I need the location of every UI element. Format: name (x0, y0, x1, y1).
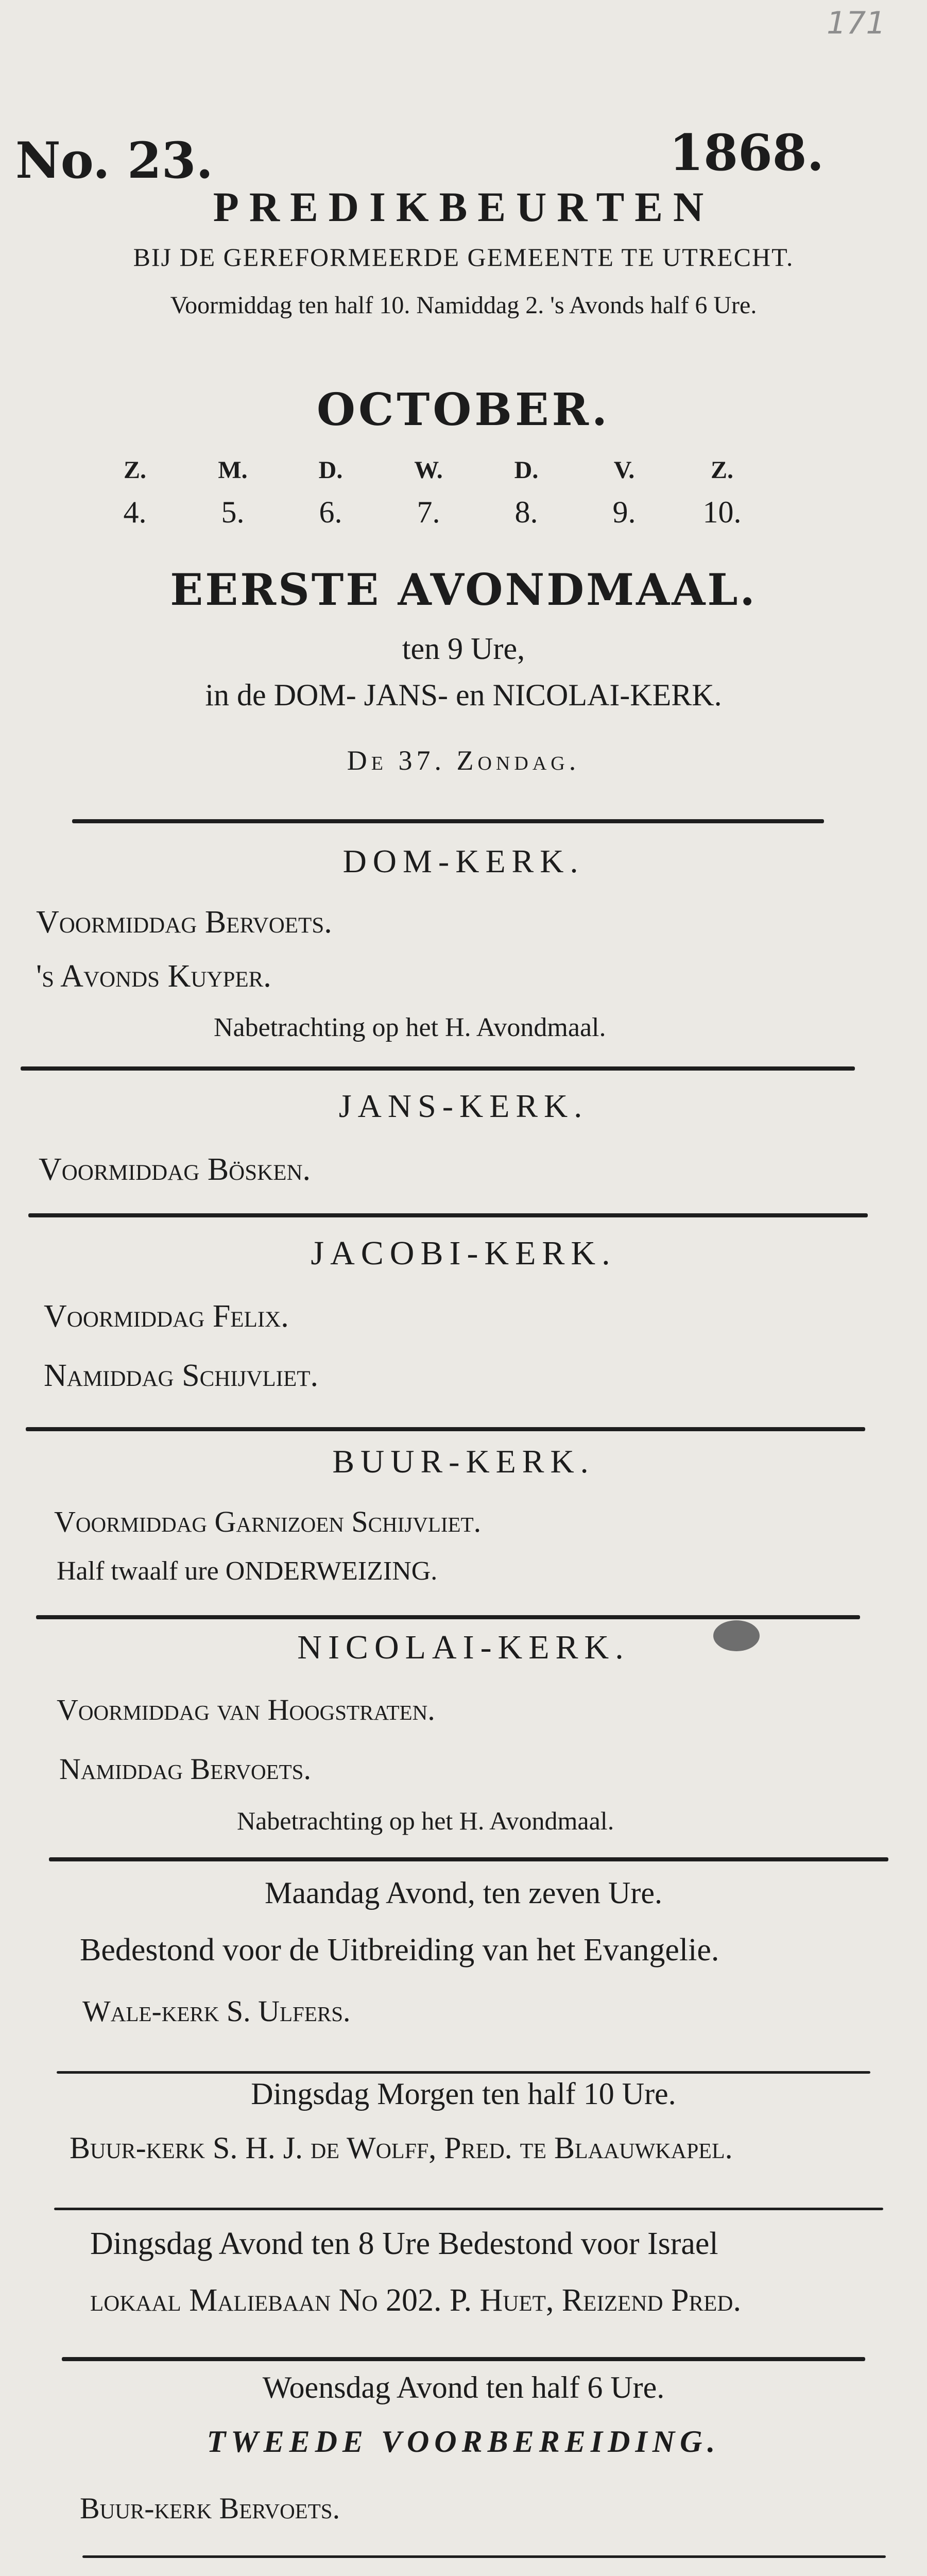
page-number: 171 (827, 5, 886, 41)
church-line: Voormiddag Garnizoen Schijvliet. (54, 1505, 482, 1538)
day-number: 10. (702, 495, 742, 529)
day-letter: V. (613, 456, 635, 484)
church-name-jacobi: JACOBI-KERK. (311, 1234, 616, 1272)
church-line: 's Avonds Kuyper. (36, 959, 271, 994)
day-letter: M. (218, 456, 248, 484)
divider (26, 1427, 865, 1431)
day-number: 7. (417, 495, 440, 529)
ink-blot (713, 1620, 760, 1651)
church-name-dom: DOM-KERK. (342, 843, 585, 879)
issue-number: No. 23. (15, 131, 213, 190)
church-name-buur: BUUR-KERK. (332, 1443, 595, 1480)
day-number: 9. (612, 495, 636, 529)
service-times: Voormiddag ten half 10. Namiddag 2. 's Avonds half 6 Ure. (170, 292, 757, 319)
church-name-nicolai: NICOLAI-KERK. (297, 1629, 630, 1666)
day-letter: W. (414, 456, 443, 484)
page-subtitle: BIJ DE GEREFORMEERDE GEMEENTE TE UTRECHT. (133, 243, 794, 272)
day-number: 8. (514, 495, 538, 529)
church-line: Voormiddag van Hoogstraten. (57, 1693, 435, 1726)
day-letter: Z. (710, 456, 733, 484)
avondmaal-place: in de DOM- JANS- en NICOLAI-KERK. (205, 678, 722, 712)
divider (82, 2555, 886, 2558)
monday-line: Bedestond voor de Uitbreiding van het Evangelie. (80, 1933, 719, 1968)
issue-year: 1868. (669, 124, 824, 182)
monday-location: Wale-kerk S. Ulfers. (82, 1994, 351, 2028)
church-line: Voormiddag Bervoets. (36, 905, 332, 940)
divider (21, 1066, 855, 1071)
avondmaal-time: ten 9 Ure, (402, 632, 525, 666)
day-letter: D. (318, 456, 343, 484)
wednesday-line: Buur-kerk Bervoets. (80, 2492, 340, 2525)
weekday-letters (86, 456, 771, 484)
divider (49, 1857, 888, 1861)
divider (28, 1213, 868, 1217)
church-note: Half twaalf ure ONDERWEIZING. (57, 1556, 438, 1586)
divider (62, 2357, 865, 2361)
divider (54, 2208, 883, 2210)
church-line: Namiddag Bervoets. (59, 1752, 311, 1786)
divider (57, 2071, 870, 2074)
church-name-jans: JANS-KERK. (338, 1088, 589, 1124)
tuesday-morning-title: Dingsdag Morgen ten half 10 Ure. (251, 2077, 676, 2111)
church-note: Nabetrachting op het H. Avondmaal. (237, 1806, 614, 1835)
avondmaal-sunday: De 37. Zondag. (347, 745, 580, 776)
church-line: Voormiddag Felix. (44, 1299, 289, 1334)
church-note: Nabetrachting op het H. Avondmaal. (214, 1013, 606, 1042)
monday-title: Maandag Avond, ten zeven Ure. (265, 1876, 662, 1910)
page-title: PREDIKBEURTEN (213, 183, 714, 230)
month-title: OCTOBER. (317, 384, 610, 436)
divider (72, 819, 824, 823)
day-number: 5. (221, 495, 245, 529)
day-letter: D. (514, 456, 539, 484)
day-numbers (86, 495, 771, 530)
day-number: 4. (123, 495, 147, 529)
tuesday-evening-line: lokaal Maliebaan No 202. P. Huet, Reizend Pred. (90, 2283, 741, 2318)
day-number: 6. (319, 495, 342, 529)
tuesday-evening-line: Dingsdag Avond ten 8 Ure Bedestond voor Israel (90, 2226, 718, 2261)
avondmaal-title: EERSTE AVONDMAAL. (170, 564, 757, 615)
wednesday-subtitle: TWEEDE VOORBEREIDING. (207, 2425, 720, 2459)
wednesday-title: Woensdag Avond ten half 6 Ure. (262, 2370, 665, 2404)
day-letter: Z. (123, 456, 146, 484)
church-line: Voormiddag Bösken. (39, 1152, 311, 1187)
church-line: Namiddag Schijvliet. (44, 1358, 319, 1393)
divider (36, 1615, 860, 1619)
tuesday-morning-line: Buur-kerk S. H. J. de Wolff, Pred. te Blaauwkapel. (70, 2131, 733, 2165)
